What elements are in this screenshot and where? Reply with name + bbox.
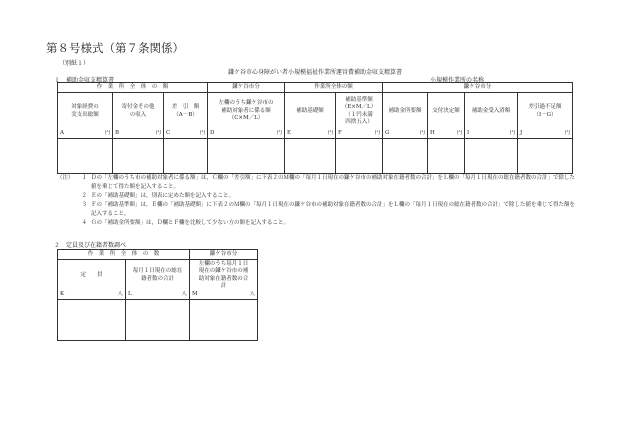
enrollment-table	[57, 249, 258, 341]
note-number: ４	[81, 220, 87, 226]
column-unit-g	[383, 130, 428, 139]
value-cell-b	[113, 139, 164, 174]
enroll-unit-m-letter: M	[192, 291, 198, 298]
column-label-g: 補助金所要額	[383, 93, 428, 131]
column-unit-a-unit: 円	[104, 130, 110, 137]
enroll-value-l	[126, 300, 190, 341]
value-cell-g	[383, 139, 428, 174]
note-mark: （注）	[57, 175, 74, 181]
note-item	[57, 174, 577, 192]
column-unit-e-unit: 円	[327, 130, 333, 137]
group-header-city: 鎌ケ谷市分	[208, 83, 285, 93]
section2-heading: ２ 定員及び在籍者数調べ	[54, 242, 127, 249]
enroll-group-city: 鎌ケ谷市分	[190, 250, 258, 260]
enroll-unit-m	[190, 291, 258, 300]
column-unit-d-letter: D	[210, 130, 215, 137]
note-text: Ｄの「左欄のうち市の補助対象者に係る額」は，Ｃ欄の「差引額」に下表２のＭ欄の「毎月１日現在の鎌ケ谷市の補助対象在籍者数の合計」をＬ欄の「毎月１日現在の総在籍者数の合計」で除した値を乗じて得た額を記入すること。	[91, 175, 576, 190]
note-item	[57, 219, 577, 228]
value-cell-h	[428, 139, 465, 174]
column-unit-e	[285, 130, 336, 139]
column-unit-j-letter: J	[520, 130, 523, 137]
column-label-b: 寄付金その他 の収入	[113, 93, 164, 131]
enroll-unit-l-letter: L	[128, 291, 132, 298]
enroll-unit-k	[58, 291, 126, 300]
column-unit-c-letter: C	[166, 130, 171, 137]
enroll-label-k: 定 員	[58, 260, 126, 292]
column-unit-d	[208, 130, 285, 139]
column-label-e: 補助基礎額	[285, 93, 336, 131]
value-cell-j	[518, 139, 573, 174]
enroll-value-k	[58, 300, 126, 341]
value-cell-c	[164, 139, 208, 174]
column-unit-i-letter: I	[467, 130, 470, 137]
column-unit-g-letter: G	[385, 130, 390, 137]
enroll-group-whole: 作 業 所 全 体 の 数	[58, 250, 190, 260]
column-label-h: 交付決定額	[428, 93, 465, 131]
value-cell-i	[465, 139, 518, 174]
enroll-value-m	[190, 300, 258, 341]
group-header-whole: 作 業 所 全 体 の 額	[58, 83, 208, 93]
enroll-unit-l-unit: 人	[181, 291, 188, 298]
note-number: １	[81, 175, 87, 181]
column-unit-a	[58, 130, 113, 139]
column-unit-f-unit: 円	[374, 130, 381, 137]
note-number: ３	[81, 202, 87, 208]
note-text: Ｅの「補助基礎額」は，別表に定めた額を記入すること。	[91, 193, 235, 199]
column-unit-b-unit: 円	[155, 130, 161, 137]
note-text: Ｇの「補助金所要額」は，Ｄ欄とＦ欄を比較して少ない方の額を記入すること。	[91, 220, 290, 226]
group-header-whole-2: 作業所全体の額	[285, 83, 383, 93]
column-label-d: 左欄のうち鎌ケ谷市の 補助対象者に係る額 （C×M／L）	[208, 93, 285, 131]
group-header-city-2: 鎌ケ谷市分	[383, 83, 573, 93]
enroll-unit-m-unit: 人	[249, 291, 256, 298]
note-mark	[57, 201, 73, 219]
column-unit-i-unit: 円	[509, 130, 516, 137]
value-cell-f	[336, 139, 383, 174]
note-number: ２	[81, 193, 87, 199]
note-item	[57, 201, 577, 219]
column-unit-a-letter: A	[60, 130, 64, 137]
column-unit-h-unit: 円	[456, 130, 463, 137]
value-cell-a	[58, 139, 113, 174]
column-unit-g-unit: 円	[419, 130, 426, 137]
column-label-j: 差引過不足額 （I－G）	[518, 93, 573, 131]
document-title: 鎌ケ谷市心身障がい者小規模福祉作業所運営費補助金収支精算書	[227, 69, 402, 76]
column-unit-h-letter: H	[430, 130, 435, 137]
column-unit-j	[518, 130, 573, 139]
note-mark	[57, 192, 73, 201]
attachment-label: （別紙１）	[59, 60, 90, 67]
value-cell-e	[285, 139, 336, 174]
column-unit-i	[465, 130, 518, 139]
note-item	[57, 192, 577, 201]
note-mark	[57, 219, 73, 228]
column-label-c: 差 引 額 （A－B）	[164, 93, 208, 131]
column-unit-j-unit: 円	[564, 130, 571, 137]
column-unit-f-letter: F	[338, 130, 342, 137]
column-label-a: 対象経費の 実支出総額	[58, 93, 113, 131]
column-unit-b	[113, 130, 164, 139]
column-unit-d-unit: 円	[276, 130, 282, 137]
value-cell-d	[208, 139, 285, 174]
column-unit-e-letter: E	[287, 130, 292, 137]
office-name-label: 小規模作業所の名称	[430, 77, 485, 84]
column-unit-c	[164, 130, 208, 139]
enroll-unit-l	[126, 291, 190, 300]
enroll-unit-k-unit: 人	[117, 291, 123, 298]
column-unit-f	[336, 130, 383, 139]
column-label-f: 補助基準額 （E×M／L） （１円未満 四捨五入）	[336, 93, 383, 131]
column-unit-b-letter: B	[115, 130, 120, 137]
column-label-i: 補助金受入済額	[465, 93, 518, 131]
note-text: Ｆの「補助基準額」は，Ｅ欄の「補助基礎額」に下表２のＭ欄の「毎月１日現在の鎌ケ谷市の補助対象在籍者数の合計」をＬ欄の「毎月１日現在の総在籍者数の合計」で除した値を乗じて得た額を記入すること。	[91, 202, 576, 217]
column-unit-h	[428, 130, 465, 139]
enroll-label-l: 毎月１日現在の総在 籍者数の合計	[126, 260, 190, 292]
section1-heading: １ 補助金収支精算書	[54, 77, 115, 84]
notes-block	[57, 174, 577, 228]
form-number: 第８号様式（第７条関係）	[46, 41, 184, 55]
column-unit-c-unit: 円	[199, 130, 205, 137]
enroll-unit-k-letter: K	[60, 291, 65, 298]
settlement-table	[57, 82, 573, 174]
enroll-label-m: 左欄のうち毎月１日 現在の鎌ケ谷市の補 助対象在籍者数の合 計	[190, 260, 258, 292]
